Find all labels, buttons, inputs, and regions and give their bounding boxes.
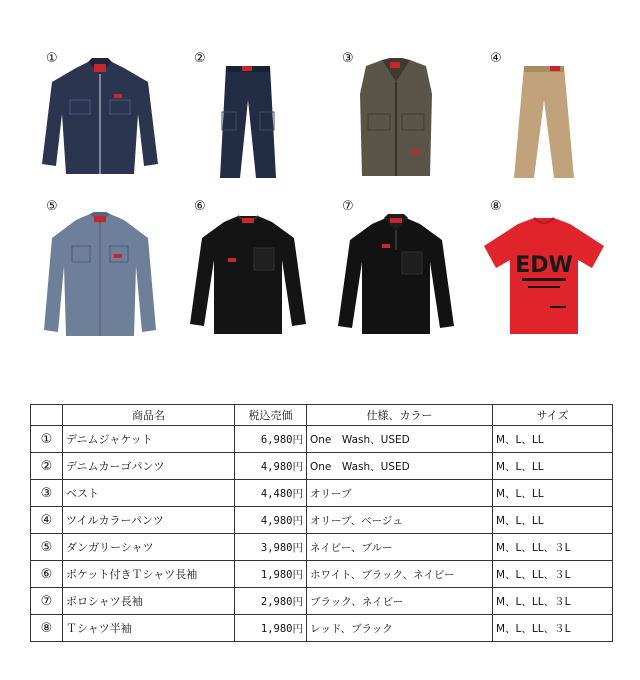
row-price: 4,980円 (235, 453, 307, 480)
product-photo-5 (24, 200, 172, 350)
row-spec: ブラック、ネイビー (307, 588, 493, 615)
row-spec: One Wash、USED (307, 453, 493, 480)
table-row (31, 480, 613, 507)
table-row (31, 534, 613, 561)
twill-pants-icon (480, 51, 608, 184)
header-number (31, 405, 63, 426)
product-photo-grid (24, 44, 616, 350)
product-photo-2 (172, 44, 320, 200)
product-number: ② (194, 51, 206, 66)
product-number: ③ (342, 51, 354, 66)
header-product-name: 商品名 (63, 405, 235, 426)
row-product-name: ポケット付きＴシャツ長袖 (63, 561, 235, 588)
table-row (31, 588, 613, 615)
table-row (31, 507, 613, 534)
denim-jacket-icon (36, 51, 164, 184)
table-row (31, 615, 613, 642)
row-product-name: ポロシャツ長袖 (63, 588, 235, 615)
product-photo-8 (468, 200, 616, 350)
row-product-name: デニムカーゴパンツ (63, 453, 235, 480)
row-size: M、L、LL (493, 426, 613, 453)
header-price: 税込売価 (235, 405, 307, 426)
table-row (31, 561, 613, 588)
table-header-row (31, 405, 613, 426)
tee-logo: EDW (515, 253, 573, 278)
row-number: ③ (31, 480, 63, 507)
row-price: 3,980円 (235, 534, 307, 561)
row-number: ① (31, 426, 63, 453)
row-size: M、L、LL、３L (493, 534, 613, 561)
row-spec: オリーブ、ベージュ (307, 507, 493, 534)
long-sleeve-polo-icon (332, 210, 460, 340)
row-product-name: ベスト (63, 480, 235, 507)
row-price: 4,480円 (235, 480, 307, 507)
short-sleeve-tee-icon (480, 210, 608, 340)
product-price-table (30, 404, 613, 642)
row-spec: ネイビー、ブルー (307, 534, 493, 561)
dungaree-shirt-icon (36, 210, 164, 340)
product-photo-3 (320, 44, 468, 200)
row-number: ④ (31, 507, 63, 534)
row-price: 4,980円 (235, 507, 307, 534)
row-product-name: Ｔシャツ半袖 (63, 615, 235, 642)
row-spec: オリーブ (307, 480, 493, 507)
row-product-name: ツイルカラーパンツ (63, 507, 235, 534)
row-size: M、L、LL (493, 507, 613, 534)
product-number: ⑥ (194, 199, 206, 214)
row-spec: レッド、ブラック (307, 615, 493, 642)
row-size: M、L、LL (493, 480, 613, 507)
row-price: 6,980円 (235, 426, 307, 453)
row-product-name: デニムジャケット (63, 426, 235, 453)
vest-icon (332, 51, 460, 184)
row-number: ② (31, 453, 63, 480)
product-number: ① (46, 51, 58, 66)
row-price: 1,980円 (235, 561, 307, 588)
product-number: ⑤ (46, 199, 58, 214)
header-spec-color: 仕様、カラー (307, 405, 493, 426)
product-photo-4 (468, 44, 616, 200)
row-size: M、L、LL (493, 453, 613, 480)
row-size: M、L、LL、３L (493, 561, 613, 588)
product-photo-6 (172, 200, 320, 350)
row-spec: ホワイト、ブラック、ネイビー (307, 561, 493, 588)
row-spec: One Wash、USED (307, 426, 493, 453)
row-size: M、L、LL、３L (493, 588, 613, 615)
product-photo-1 (24, 44, 172, 200)
product-number: ④ (490, 51, 502, 66)
header-size: サイズ (493, 405, 613, 426)
row-number: ⑧ (31, 615, 63, 642)
denim-cargo-pants-icon (184, 51, 312, 184)
product-number: ⑧ (490, 199, 502, 214)
row-number: ⑤ (31, 534, 63, 561)
table-row (31, 453, 613, 480)
row-price: 2,980円 (235, 588, 307, 615)
product-photo-7 (320, 200, 468, 350)
row-number: ⑦ (31, 588, 63, 615)
long-sleeve-pocket-tee-icon (184, 210, 312, 340)
table-row (31, 426, 613, 453)
row-number: ⑥ (31, 561, 63, 588)
row-product-name: ダンガリーシャツ (63, 534, 235, 561)
row-size: M、L、LL、３L (493, 615, 613, 642)
product-number: ⑦ (342, 199, 354, 214)
row-price: 1,980円 (235, 615, 307, 642)
